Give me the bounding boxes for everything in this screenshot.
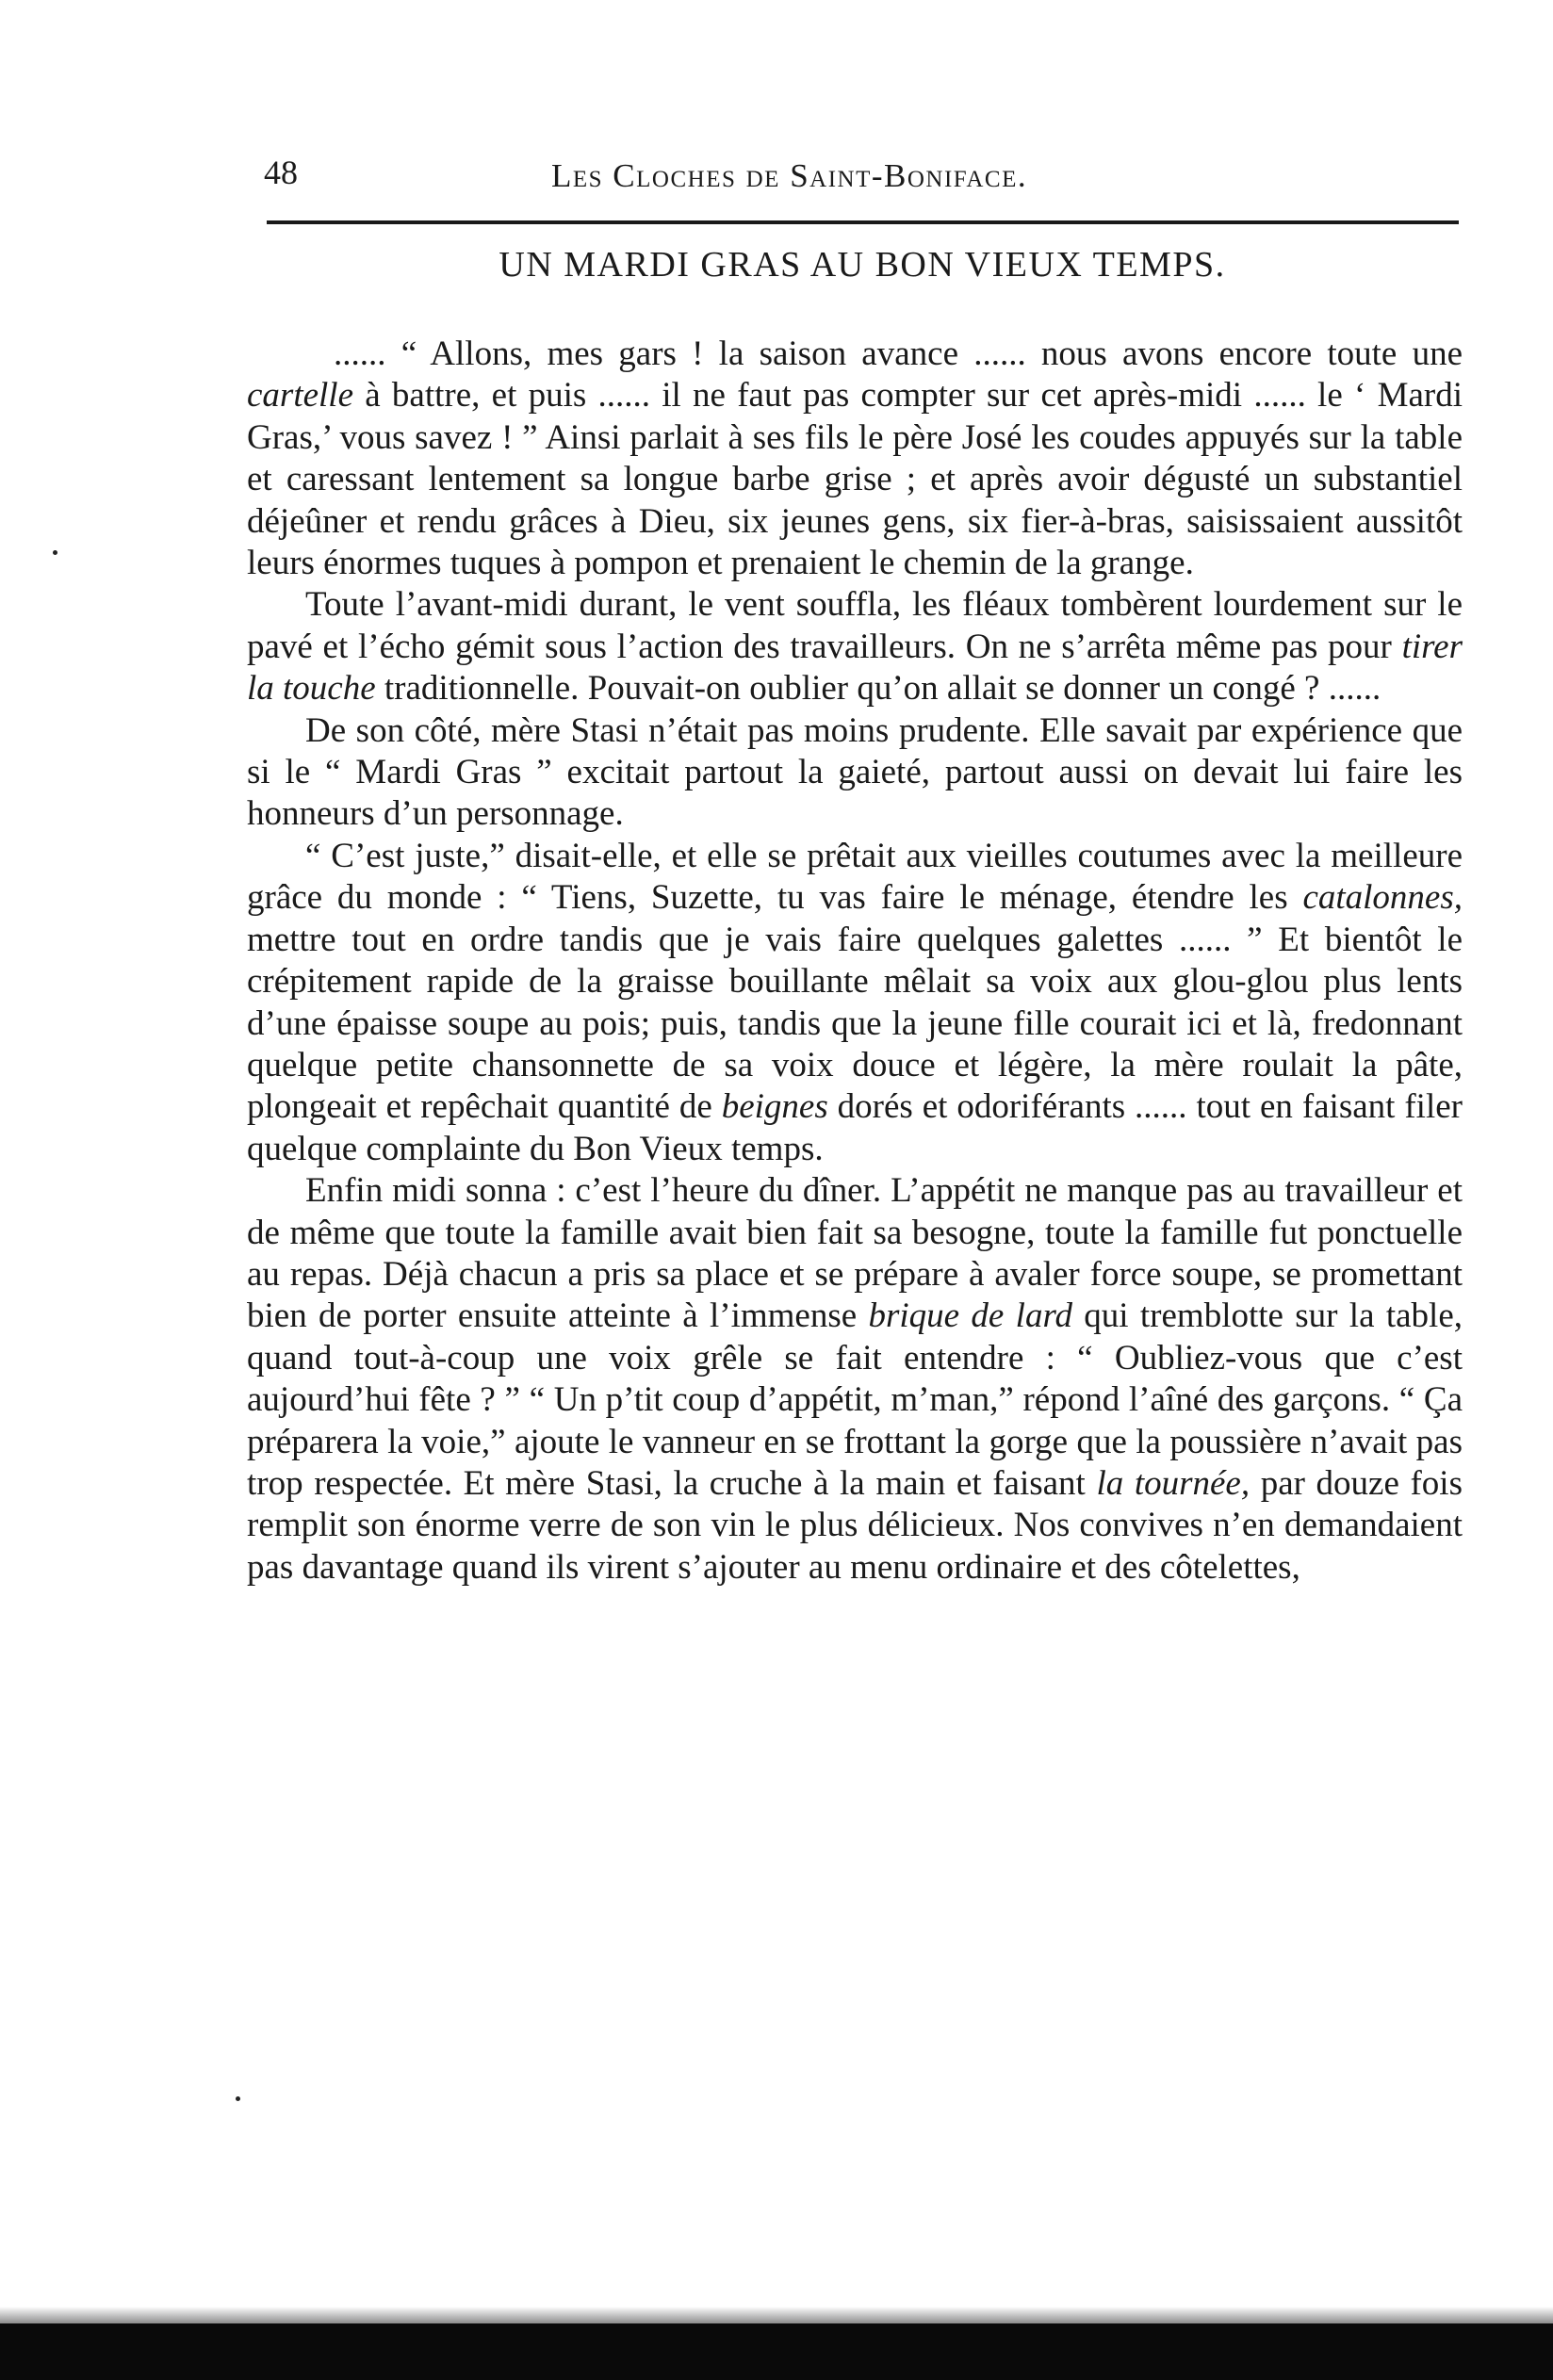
italic-text: brique de lard: [868, 1296, 1072, 1336]
paragraph-text: Toute l’avant-midi durant, le vent souffla, les fléaux tombèrent lourdement sur le pavé et l’écho gémit sous l’action des travailleurs. On ne s’arrêta même pas pour: [247, 585, 1463, 666]
header-rule: [267, 220, 1459, 224]
paragraph-text: traditionnelle. Pouvait-on oublier qu’on allait se donner un congé ? ......: [375, 669, 1381, 709]
speck-mark: [53, 550, 57, 555]
paragraph-text: Enfin midi sonna : c’est l’heure du dîner. L’appétit ne manque pas au travailleur et de même que toute la famille avait bien fait sa besogne, toute la famille fut ponctuelle au repas. Déjà chacun a pris sa place et se prépare à avaler force soupe, se promettant bien de porter ensuite atteinte à l’immense: [247, 1171, 1463, 1336]
italic-text: beignes: [721, 1087, 828, 1127]
page-header: [264, 151, 1461, 198]
body-text: [247, 334, 1463, 1589]
paragraph: [247, 1170, 1463, 1589]
section-title: UN MARDI GRAS AU BON VIEUX TEMPS.: [499, 245, 1226, 285]
paragraph-text: qui tremblotte sur la table, quand tout-à-coup une voix grêle se fait entendre : “ Oubliez-vous que c’est aujourd’hui fête ? ” “ Un p’tit coup d’appétit, m’man,” répond l’aîné des garçons. “ Ça préparera la voie,” ajoute le vanneur en se frottant la gorge que la poussière n’avait pas trop respectée. Et mère Stasi, la cruche à la main et faisant: [247, 1296, 1463, 1503]
scan-border: [0, 2323, 1553, 2380]
paragraph: [247, 836, 1463, 1170]
italic-text: catalonnes,: [1302, 878, 1463, 918]
paragraph-text: mettre tout en ordre tandis que je vais faire quelques galettes ...... ” Et bientôt le crépitement rapide de la graisse bouillante mêlait sa voix aux glou-glou plus lents d’une épaisse soupe au pois; puis, tandis que la jeune fille courait ici et là, fredonnant quelque petite chansonnette de sa voix douce et légère, la mère roulait la pâte, plongeait et repêchait quantité de: [247, 920, 1463, 1127]
italic-text: tirer la touche: [247, 627, 1463, 709]
paragraph-text: à battre, et puis ...... il ne faut pas compter sur cet après-midi ...... le ‘ Mardi Gras,’ vous savez ! ” Ainsi parlait à ses fils le père José les coudes appuyés sur la table et caressant lentement sa longue barbe grise ; et après avoir dégusté un substantiel déjeûner et rendu grâces à Dieu, six jeunes gens, six fier-à-bras, saisissaient aussitôt leurs énormes tuques à pompon et prenaient le chemin de la grange.: [247, 376, 1463, 583]
paragraph-text: dorés et odoriférants ...... tout en faisant filer quelque complainte du Bon Vieux temps.: [247, 1087, 1463, 1168]
paragraph-text: par douze fois remplit son énorme verre de son vin le plus délicieux. Nos convives n’en demandaient pas davantage quand ils virent s’ajouter au menu ordinaire et des côtelettes,: [247, 1463, 1463, 1587]
paragraph-text: De son côté, mère Stasi n’était pas moins prudente. Elle savait par expérience que si le “ Mardi Gras ” excitait partout la gaieté, partout aussi on devait lui faire les honneurs d’un personnage.: [247, 710, 1463, 834]
page-number: 48: [264, 154, 298, 191]
paragraph: [247, 334, 1463, 584]
paragraph-text: “ C’est juste,” disait-elle, et elle se prêtait aux vieilles coutumes avec la meilleure grâce du monde : “ Tiens, Suzette, tu vas faire le ménage, étendre les: [247, 836, 1463, 918]
running-title: Les Cloches de Saint-Boniface.: [551, 157, 1028, 194]
speck-mark: [236, 2096, 240, 2101]
paragraph: [247, 584, 1463, 709]
italic-text: la tournée,: [1096, 1463, 1251, 1503]
paragraph-text: ...... “ Allons, mes gars ! la saison avance ...... nous avons encore toute une: [334, 334, 1463, 373]
paragraph: [247, 710, 1463, 836]
italic-text: cartelle: [247, 376, 354, 416]
